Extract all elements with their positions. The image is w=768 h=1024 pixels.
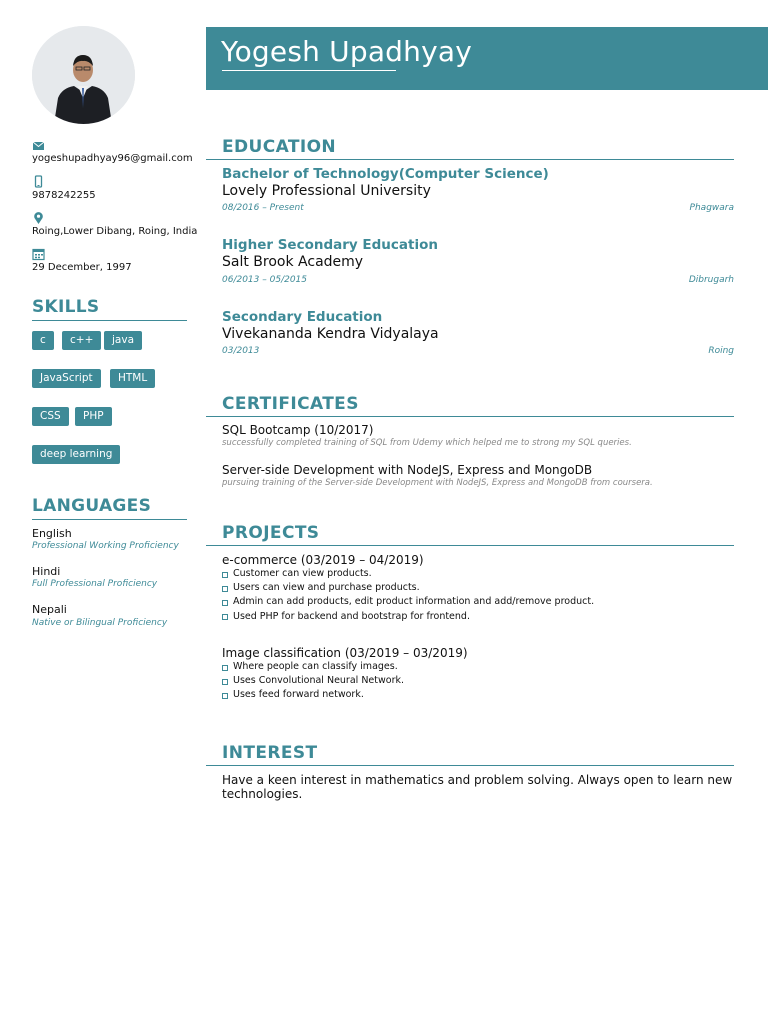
languages-heading: LANGUAGES [32,496,152,516]
skill-tag: java [104,331,142,350]
contact-phone: 9878242255 [32,190,96,201]
contact-email: yogeshupadhyay96@gmail.com [32,153,193,164]
project-bullet [222,660,404,674]
profile-photo [32,26,135,124]
certificates-heading: CERTIFICATES [222,394,359,414]
envelope-icon [32,139,46,153]
skill-tag: PHP [75,407,112,426]
projects-heading: PROJECTS [222,523,320,543]
language-level: Full Professional Proficiency [32,579,158,589]
phone-icon [32,175,46,189]
square-bullet-icon [222,600,228,606]
project-bullet-text: Customer can view products. [233,568,372,579]
candidate-name: Yogesh Upadhyay [221,35,472,68]
skill-tag: HTML [110,369,155,388]
interest-text: Have a keen interest in mathematics and problem solving. Always open to learn new technologies. [222,773,733,801]
education-location: Dibrugarh [688,275,734,285]
project-bullet-text: Users can view and purchase products. [233,582,420,594]
project-bullet [222,567,594,581]
education-degree: Bachelor of Technology(Computer Science) [222,166,549,182]
skill-tag: deep learning [32,445,120,464]
certificate-title: Server-side Development with NodeJS, Express and MongoDB [222,463,593,477]
education-school: Lovely Professional University [222,183,431,199]
skill-tag: c [32,331,54,350]
education-location: Phagwara [689,203,734,213]
project-bullet-text: Used PHP for backend and bootstrap for frontend. [233,610,470,622]
square-bullet-icon [222,586,228,592]
language-name: English [32,527,72,540]
project-bullet [222,595,594,609]
education-dates: 06/2013 – 05/2015 [222,275,307,285]
skill-tag: CSS [32,407,69,426]
skill-tag: JavaScript [32,369,101,388]
contact-birthday: 29 December, 1997 [32,262,132,273]
education-heading: EDUCATION [222,137,337,157]
project-bullet [222,674,404,688]
project-bullet-text: Uses feed forward network. [233,689,364,701]
skills-heading: SKILLS [32,297,100,317]
language-level: Native or Bilingual Proficiency [32,618,168,628]
education-school: Salt Brook Academy [222,254,364,270]
square-bullet-icon [222,665,228,671]
square-bullet-icon [222,572,228,578]
contact-address: Roing,Lower Dibang, Roing, India [32,226,198,237]
skill-tag: c++ [62,331,101,350]
calendar-icon [32,247,46,261]
projects-rule [206,545,734,546]
project-title: e-commerce (03/2019 – 04/2019) [222,553,424,567]
project-title: Image classification (03/2019 – 03/2019) [222,646,468,660]
interest-heading: INTEREST [222,743,318,763]
square-bullet-icon [222,679,228,685]
name-header-band [206,27,768,90]
education-school: Vivekananda Kendra Vidyalaya [222,326,439,342]
language-level: Professional Working Proficiency [32,541,179,551]
project-bullet-list [222,567,594,624]
square-bullet-icon [222,693,228,699]
project-bullet [222,581,594,595]
certificate-description: pursuing training of the Server-side Development with NodeJS, Express and MongoDB from coursera. [222,478,653,488]
project-bullet [222,610,594,624]
education-location: Roing [708,346,734,356]
name-underline [222,70,396,71]
education-dates: 03/2013 [222,346,260,356]
project-bullet-text: Uses Convolutional Neural Network. [233,675,404,687]
education-degree: Secondary Education [222,309,383,325]
project-bullet-list [222,660,404,703]
education-dates: 08/2016 – Present [222,203,304,213]
square-bullet-icon [222,614,228,620]
language-name: Hindi [32,565,61,578]
certificate-description: successfully completed training of SQL from Udemy which helped me to strong my SQL queries. [222,438,632,448]
project-bullet-text: Where people can classify images. [233,661,398,672]
certificates-rule [206,416,734,417]
language-name: Nepali [32,603,67,616]
education-rule [206,159,734,160]
interest-rule [206,765,734,766]
education-degree: Higher Secondary Education [222,237,438,253]
project-bullet [222,688,404,702]
skills-rule [32,320,187,321]
certificate-title: SQL Bootcamp (10/2017) [222,423,374,437]
languages-rule [32,519,187,520]
location-pin-icon [32,211,46,225]
project-bullet-text: Admin can add products, edit product information and add/remove product. [233,596,595,608]
